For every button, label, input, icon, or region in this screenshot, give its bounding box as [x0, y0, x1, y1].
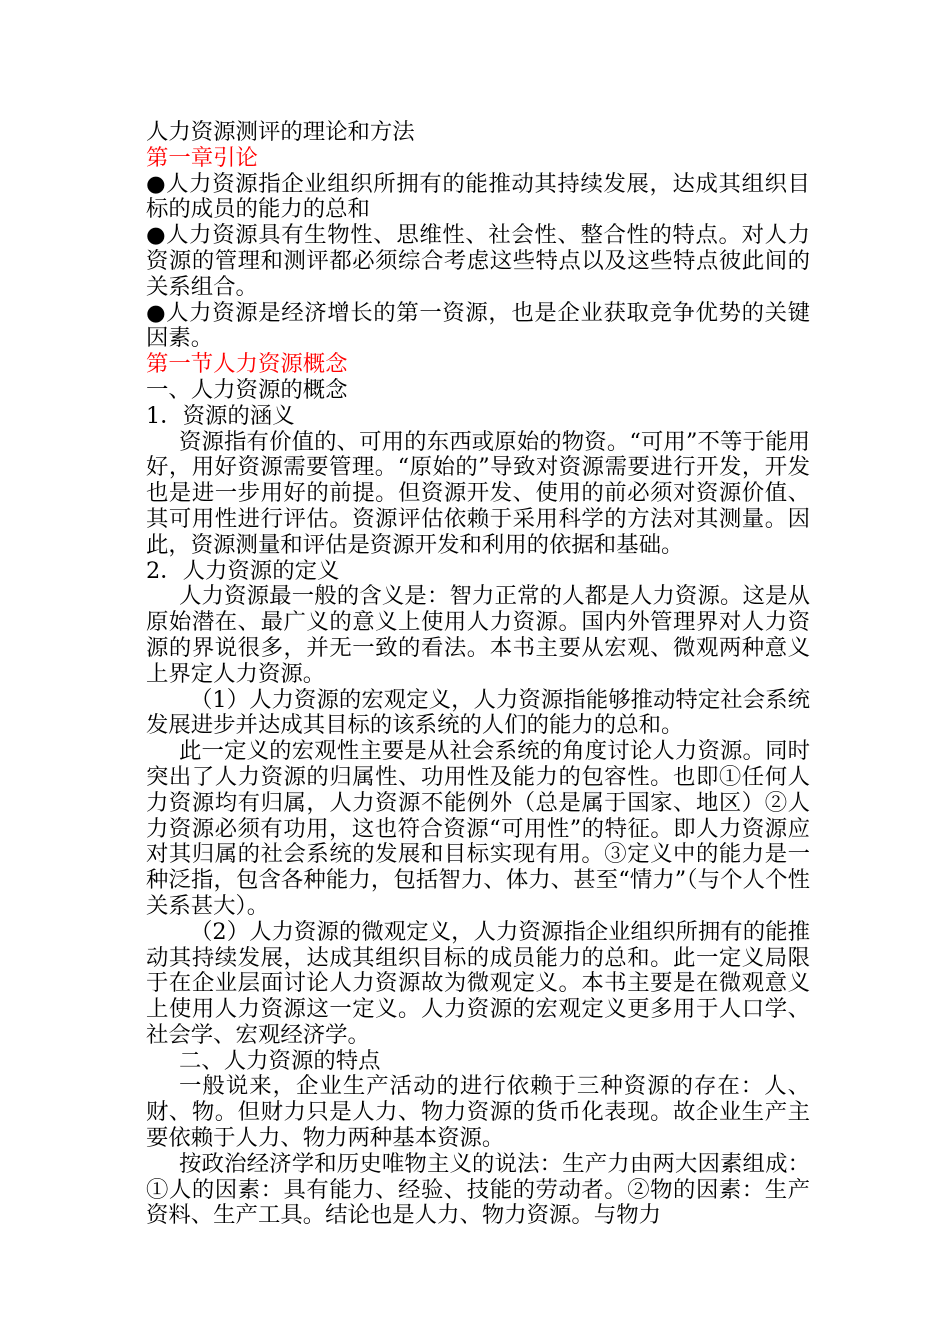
subsection-heading: 一、人力资源的概念: [146, 376, 348, 403]
paragraph: 一般说来，企业生产活动的进行依赖于三种资源的存在：人、财、物。但财力只是人力、物力资源的货币化表现。故企业生产主要依赖于人力、物力两种基本资源。: [146, 1073, 810, 1152]
paragraph: 此一定义的宏观性主要是从社会系统的角度讨论人力资源。同时突出了人力资源的归属性、功用性及能力的包容性。也即①任何人力资源均有归属，人力资源不能例外（总是属于国家、地区）②人力资源必须有功用，这也符合资源“可用性”的特征。即人力资源应对其归属的社会系统的发展和目标实现有用。③定义中的能力是一种泛指，包含各种能力，包括智力、体力、甚至“情力”（与个人个性关系甚大）。: [146, 738, 810, 919]
section-heading: 第一节人力资源概念: [146, 351, 348, 378]
document-title: 人力资源测评的理论和方法: [146, 119, 415, 145]
subsection-heading: 二、人力资源的特点: [179, 1047, 381, 1074]
document-page: [146, 120, 810, 1229]
chapter-heading: 第一章引论: [146, 144, 258, 171]
paragraph: 人力资源最一般的含义是：智力正常的人都是人力资源。这是从原始潜在、最广义的意义上使用人力资源。国内外管理界对人力资源的界说很多，并无一致的看法。本书主要从宏观、微观两种意义上界定人力资源。: [146, 583, 810, 687]
paragraph: 按政治经济学和历史唯物主义的说法：生产力由两大因素组成：①人的因素：具有能力、经验、技能的劳动者。②物的因素：生产资料、生产工具。结论也是人力、物力资源。与物力: [146, 1150, 810, 1229]
paragraph: 资源指有价值的、可用的东西或原始的物资。“可用”不等于能用好，用好资源需要管理。“原始的”导致对资源需要进行开发，开发也是进一步用好的前提。但资源开发、使用的前必须对资源价值、其可用性进行评估。资源评估依赖于采用科学的方法对其测量。因此，资源测量和评估是资源开发和利用的依据和基础。: [146, 428, 810, 558]
item-heading: 1．资源的涵义: [146, 402, 295, 429]
bullet-item: ●人力资源指企业组织所拥有的能推动其持续发展，达成其组织目标的成员的能力的总和: [146, 170, 810, 223]
paragraph: （1）人力资源的宏观定义，人力资源指能够推动特定社会系统发展进步并达成其目标的该系统的人们的能力的总和。: [146, 686, 810, 739]
bullet-item: ●人力资源具有生物性、思维性、社会性、整合性的特点。对人力资源的管理和测评都必须综合考虑这些特点以及这些特点彼此间的关系组合。: [146, 222, 810, 300]
bullet-item: ●人力资源是经济增长的第一资源，也是企业获取竞争优势的关键因素。: [146, 299, 810, 352]
item-heading: 2．人力资源的定义: [146, 557, 340, 584]
paragraph: （2）人力资源的微观定义，人力资源指企业组织所拥有的能推动其持续发展，达成其组织目标的成员能力的总和。此一定义局限于在企业层面讨论人力资源故为微观定义。本书主要是在微观意义上使用人力资源这一定义。人力资源的宏观定义更多用于人口学、社会学、宏观经济学。: [146, 918, 810, 1048]
